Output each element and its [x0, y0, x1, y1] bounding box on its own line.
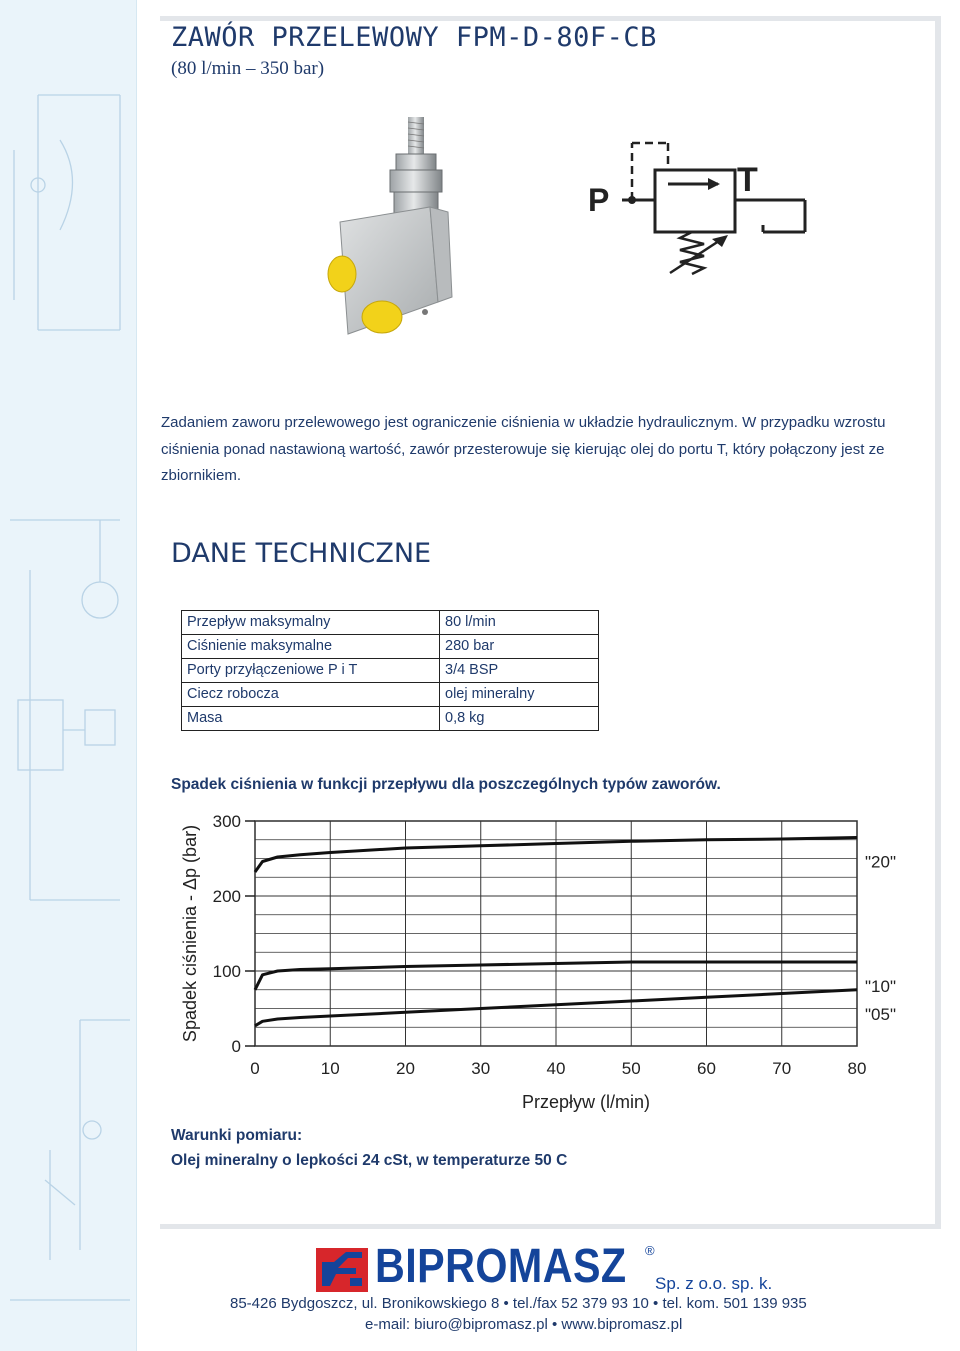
page-frame-bottom [160, 1224, 941, 1229]
spec-label: Przepływ maksymalny [182, 611, 440, 635]
port-t-label: T [737, 161, 758, 199]
address-line [230, 1295, 807, 1312]
table-row [182, 635, 599, 659]
brand-name: BIPROMASZ [375, 1240, 627, 1293]
y-axis-label: Spadek ciśnienia - Δp (bar) [180, 824, 200, 1043]
x-tick-label: 70 [772, 1059, 792, 1078]
description-text: Zadaniem zaworu przelewowego jest ograniczenie ciśnienia w układzie hydraulicznym. W przypadku wzrostu ciśnienia ponad nastawioną wartość, zawór przesterowuje się kierując olej do portu T, który połączony jest ze zbiornikiem. [161, 414, 886, 484]
y-tick-label: 200 [212, 887, 241, 906]
spec-value: olej mineralny [440, 683, 599, 707]
tel-mobile: tel. kom. 501 139 935 [662, 1295, 807, 1312]
conditions-label: Warunki pomiaru: [171, 1127, 303, 1144]
x-tick-label: 30 [471, 1059, 491, 1078]
page-subtitle: (80 l/min – 350 bar) [171, 58, 325, 79]
y-tick-label: 300 [212, 812, 241, 831]
spec-label: Ciśnienie maksymalne [182, 635, 440, 659]
decorative-schematic-strip [0, 0, 137, 1351]
email-link[interactable]: e-mail: biuro@bipromasz.pl [365, 1316, 548, 1333]
spec-label: Ciecz robocza [182, 683, 440, 707]
chart-caption: Spadek ciśnienia w funkcji przepływu dla poszczególnych typów zaworów. [171, 776, 721, 793]
pressure-drop-chart [172, 808, 912, 1118]
x-tick-label: 0 [250, 1059, 260, 1078]
specs-section-title: DANE TECHNICZNE [171, 538, 432, 569]
spec-value: 80 l/min [440, 611, 599, 635]
spec-value: 280 bar [440, 635, 599, 659]
spec-value: 3/4 BSP [440, 659, 599, 683]
x-tick-label: 20 [396, 1059, 415, 1078]
valve-product-photo [320, 112, 460, 342]
separator: • [653, 1295, 659, 1312]
page-frame-top [160, 16, 941, 21]
spec-label: Masa [182, 707, 440, 731]
spec-value: 0,8 kg [440, 707, 599, 731]
registered-mark: ® [645, 1243, 655, 1258]
hydraulic-valve-symbol [580, 135, 820, 285]
table-row [182, 707, 599, 731]
company-suffix: Sp. z o.o. sp. k. [655, 1274, 773, 1293]
schematic-drawing [0, 0, 136, 1351]
x-tick-label: 50 [621, 1059, 641, 1078]
address: 85-426 Bydgoszcz, ul. Bronikowskiego 8 [230, 1295, 500, 1312]
table-row [182, 659, 599, 683]
table-row [182, 611, 599, 635]
x-tick-label: 40 [546, 1059, 566, 1078]
series-label: "20" [865, 852, 896, 872]
tel-fax: tel./fax 52 379 93 10 [512, 1295, 649, 1312]
contact-line [365, 1316, 682, 1333]
separator: • [551, 1316, 558, 1333]
specs-table [181, 610, 599, 731]
page-frame-right [935, 20, 941, 1225]
y-tick-label: 0 [231, 1037, 241, 1056]
separator: • [503, 1295, 509, 1312]
port-p-label: P [588, 182, 610, 218]
series-label: "05" [865, 1004, 896, 1024]
company-footer [228, 1240, 868, 1343]
series-label: "10" [865, 977, 896, 996]
conditions-text: Olej mineralny o lepkości 24 cSt, w temperaturze 50 C [171, 1152, 568, 1169]
page-title: ZAWÓR PRZELEWOWY FPM-D-80F-CB [171, 22, 657, 53]
x-tick-label: 80 [847, 1059, 867, 1078]
y-tick-label: 100 [212, 962, 241, 981]
table-row [182, 683, 599, 707]
x-tick-label: 10 [320, 1059, 340, 1078]
website-link[interactable]: www.bipromasz.pl [561, 1316, 683, 1333]
x-axis-label: Przepływ (l/min) [521, 1092, 651, 1112]
bipromasz-logo-mark [316, 1248, 368, 1292]
spec-label: Porty przyłączeniowe P i T [182, 659, 440, 683]
x-tick-label: 60 [697, 1059, 716, 1078]
